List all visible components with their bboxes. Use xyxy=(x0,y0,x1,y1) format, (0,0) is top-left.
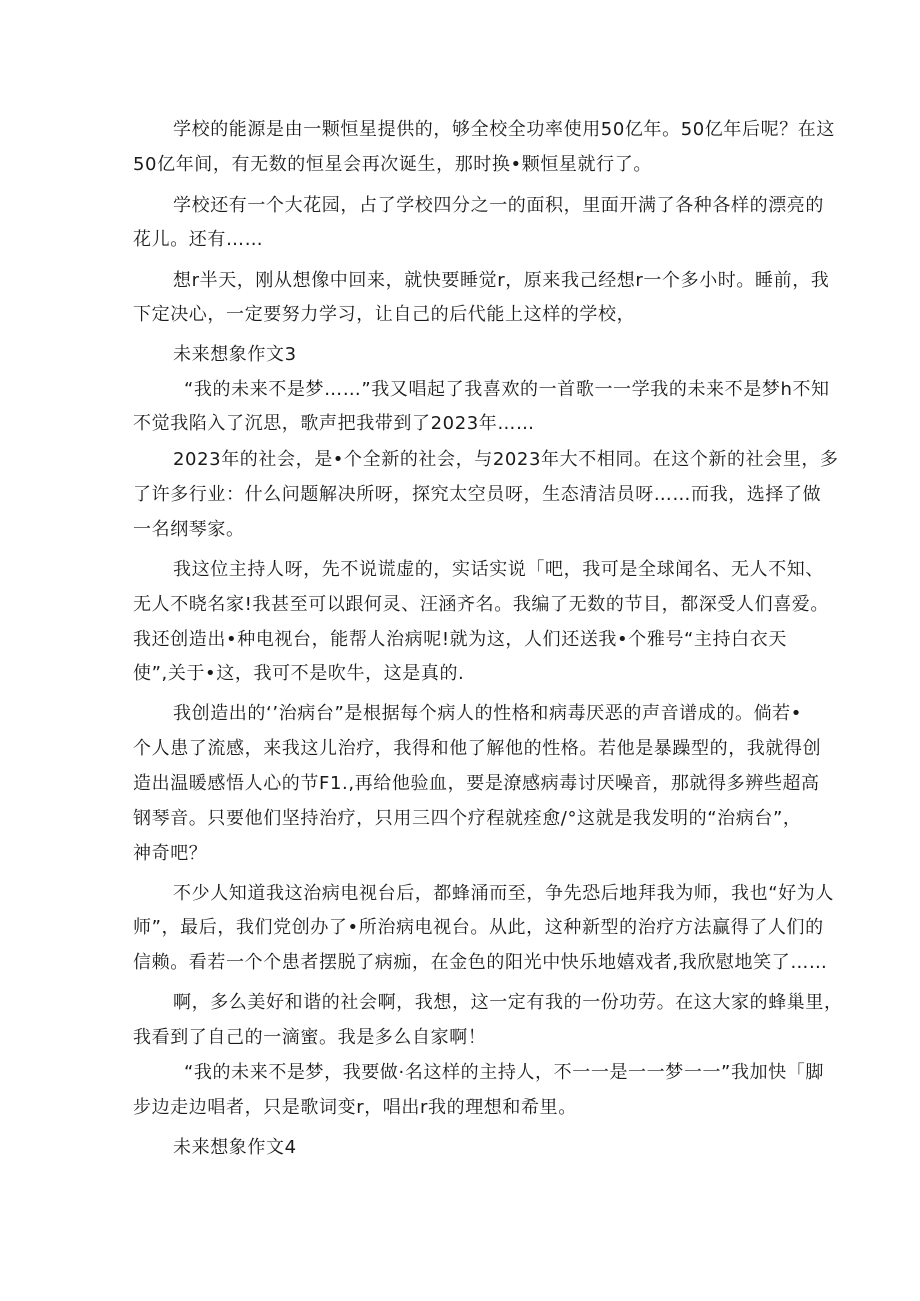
text-line: 学校的能源是由一颗恒星提供的，够全校全功率使用50亿年。50亿年后呢？在这 xyxy=(173,119,836,140)
section-heading: 未来想象作文4 xyxy=(173,1137,297,1158)
text-line: “我的未来不是梦，我要做·名这样的主持人，不一一是一一梦一一”我加快「脚 xyxy=(184,1062,824,1083)
text-line: 我创造出的‘’治病台”是根据每个病人的性格和病毒厌恶的声音谱成的。倘若• xyxy=(173,703,802,724)
text-line: 下定决心，一定要努力学习，让自己的后代能上这样的学校， xyxy=(133,304,636,325)
text-line: 一名纲琴家。 xyxy=(133,519,245,540)
text-line: 我这位主持人呀，先不说谎虚的，实话实说「吧，我可是全球闻名、无人不知、 xyxy=(173,559,824,580)
text-line: 我看到了自己的一滴蜜。我是多么自家啊！ xyxy=(133,1027,487,1048)
text-line: 个人患了流感，来我这儿治疗，我得和他了解他的性格。若他是暴躁型的，我就得创 xyxy=(133,738,822,759)
text-line: 啊，多么美好和谐的社会啊，我想，这一定有我的一份功劳。在这大家的蜂巢里， xyxy=(173,992,843,1013)
text-line: 2023年的社会，是•个全新的社会，与2023年大不相同。在这个新的社会里，多 xyxy=(173,449,839,470)
text-line: 师”，最后，我们党创办了•所治病电视台。从此，这种新型的治疗方法赢得了人们的 xyxy=(133,917,824,938)
text-line: 不觉我陷入了沉思，歌声把我带到了2023年…… xyxy=(133,413,535,434)
text-line: 信赖。看若一个个患者摆脱了病痂，在金色的阳光中快乐地嬉戏者,我欣慰地笑了…… xyxy=(133,952,828,973)
text-line: 想r半天，刚从想像中回来，就快要睡觉r，原来我己经想r一个多小时。睡前，我 xyxy=(173,270,830,291)
text-line: 50亿年间，有无数的恒星会再次诞生，那时换•颗恒星就行了。 xyxy=(133,154,652,175)
text-line: 我还创造出•种电视台，能帮人治病呢!就为这，人们还送我•个雅号“主持白衣天 xyxy=(133,629,787,650)
section-heading: 未来想象作文3 xyxy=(173,344,297,365)
text-line: 花儿。还有…… xyxy=(133,229,264,250)
text-line: 神奇吧？ xyxy=(133,843,208,864)
text-line: 不少人知道我这治病电视台后，都蜂涌而至，争先恐后地拜我为师，我也“好为人 xyxy=(173,883,834,904)
text-line: 学校还有一个大花园，占了学校四分之一的面积，里面开满了各种各样的漂亮的 xyxy=(173,195,824,216)
text-line: 钢琴音。只要他们坚持治疗，只用三四个疗程就痊愈/°这就是我发明的“治病台”， xyxy=(133,808,802,829)
text-line: “我的未来不是梦……”我又唱起了我喜欢的一首歌一一学我的未来不是梦h不知 xyxy=(184,379,830,400)
text-line: 步边走边唱者，只是歌词变r，唱出r我的理想和希里。 xyxy=(133,1097,577,1118)
text-line: 造出温暖感悟人心的节F1.,再给他验血，要是潦感病毒讨厌噪音，那就得多辨些超高 xyxy=(133,773,820,794)
text-line: 使”,关于•这，我可不是吹牛，这是真的. xyxy=(133,663,465,684)
text-line: 了许多行业：什么问题解决所呀，探究太空员呀，生态清洁员呀……而我，选择了做 xyxy=(133,484,822,505)
text-line: 无人不晓名家!我甚至可以跟何灵、汪涵齐名。我编了无数的节目，都深受人们喜爱。 xyxy=(133,594,830,615)
